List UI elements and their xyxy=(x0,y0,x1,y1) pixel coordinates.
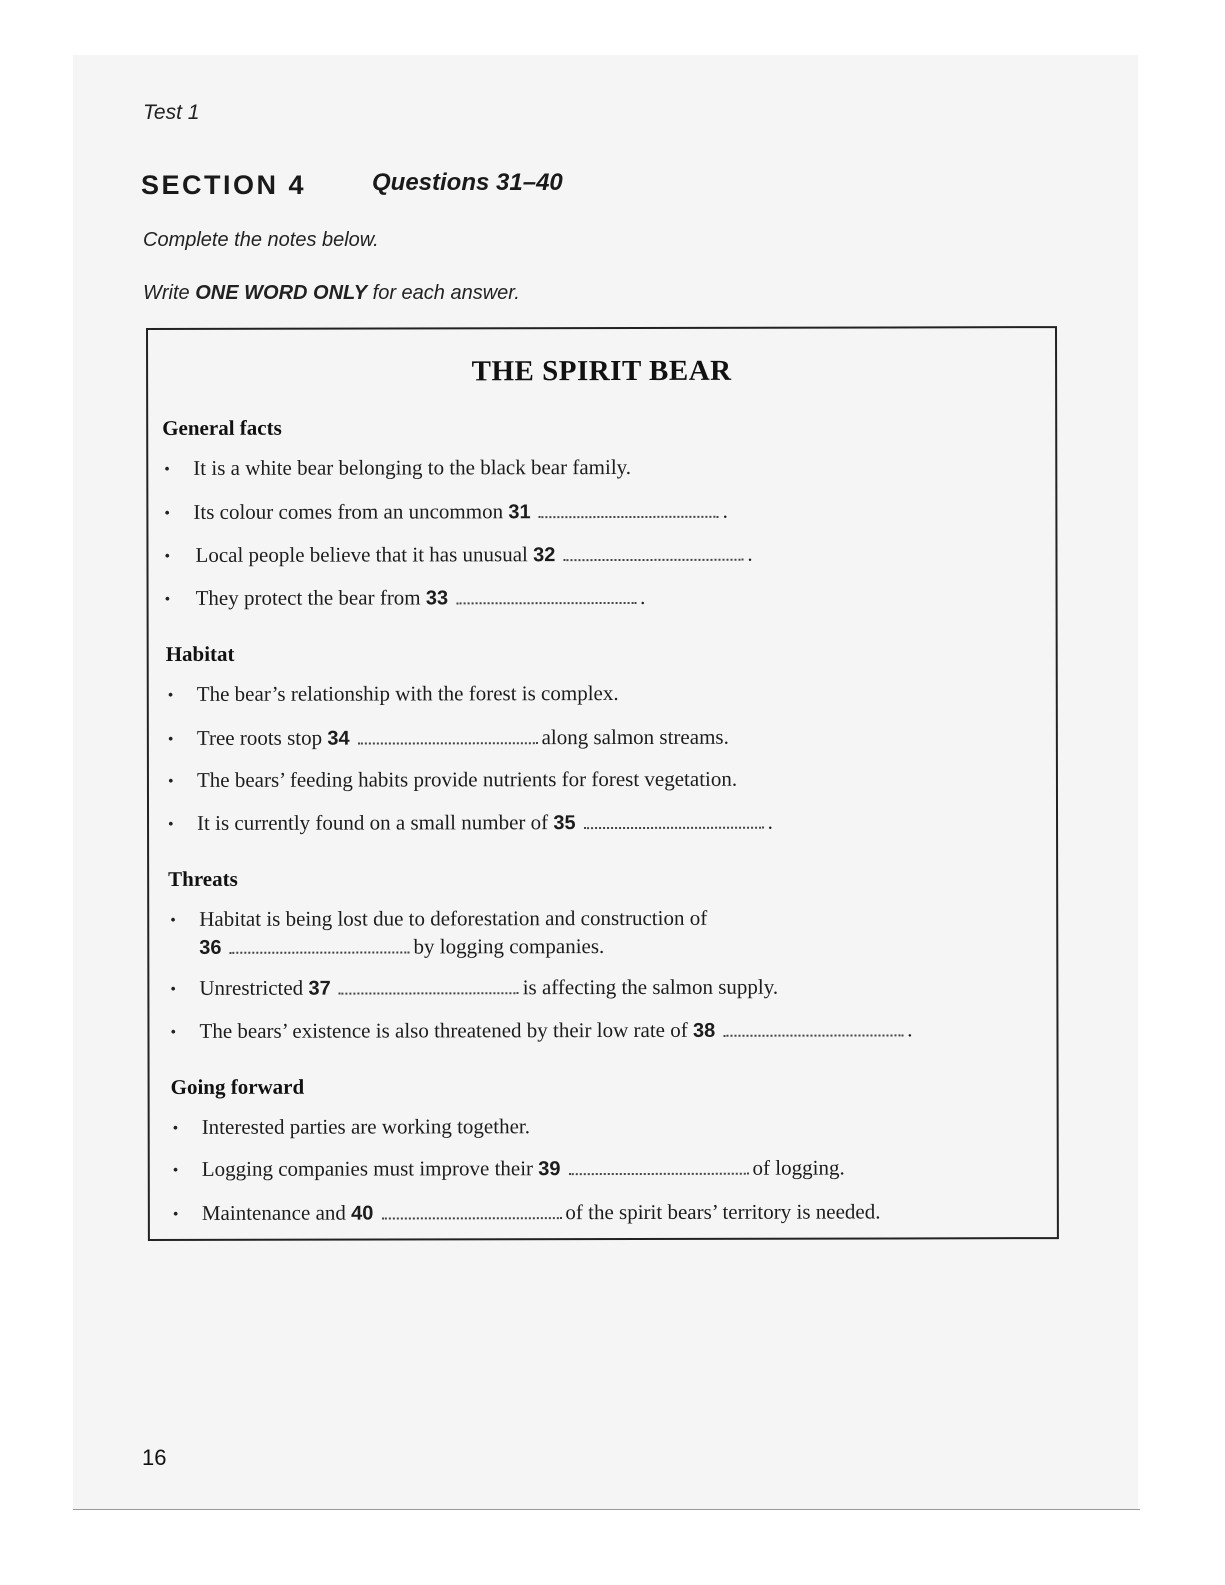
instruction-text: for each answer. xyxy=(372,282,520,304)
note-text: Local people believe that it has unusual xyxy=(195,542,528,567)
question-number: 40 xyxy=(351,1202,374,1225)
instruction-line-1: Complete the notes below. xyxy=(143,229,379,251)
note-text: They protect the bear from xyxy=(195,585,421,610)
answer-blank-34[interactable] xyxy=(358,740,538,744)
bullet-icon: • xyxy=(167,730,174,748)
question-number: 37 xyxy=(308,977,331,1000)
bullet-icon: • xyxy=(170,980,177,998)
notes-title: THE SPIRIT BEAR xyxy=(471,354,732,388)
notes-box xyxy=(146,326,1059,1241)
answer-blank-36[interactable] xyxy=(230,949,410,953)
bullet-icon: • xyxy=(170,1023,177,1041)
page-number: 16 xyxy=(142,1445,167,1470)
question-number: 32 xyxy=(533,544,556,567)
instruction-line-2 xyxy=(143,282,520,305)
question-number: 38 xyxy=(692,1019,716,1042)
answer-blank-32[interactable] xyxy=(563,557,743,561)
question-number: 33 xyxy=(425,587,449,610)
note-text: Maintenance and xyxy=(201,1200,346,1225)
note-text: Logging companies must improve their xyxy=(201,1156,534,1181)
bullet-icon: • xyxy=(167,686,174,704)
note-item: It is a white bear belonging to the black bear family. xyxy=(193,454,632,480)
note-item-33 xyxy=(196,585,646,611)
note-text: The bears’ existence is also threatened by their low rate of xyxy=(199,1017,688,1043)
bullet-icon: • xyxy=(172,1161,179,1179)
answer-blank-37[interactable] xyxy=(339,990,519,994)
note-text: . xyxy=(722,498,728,523)
heading-threats: Threats xyxy=(168,866,238,891)
instruction-text: Write xyxy=(143,282,190,304)
note-text: Unrestricted xyxy=(199,975,304,1000)
bullet-icon: • xyxy=(164,547,171,565)
question-number: 34 xyxy=(327,727,350,750)
note-item-37 xyxy=(199,975,778,1001)
bullet-icon: • xyxy=(164,504,171,522)
note-item: The bear’s relationship with the forest is complex. xyxy=(196,681,619,706)
heading-habitat: Habitat xyxy=(165,641,235,666)
question-number: 36 xyxy=(199,936,222,959)
question-number: 31 xyxy=(508,501,531,524)
note-text: of logging. xyxy=(752,1155,845,1180)
page-bottom-edge xyxy=(73,1509,1140,1510)
note-text: . xyxy=(767,809,773,834)
note-item-31 xyxy=(193,499,727,525)
test-label: Test 1 xyxy=(143,101,200,124)
note-text: . xyxy=(747,541,753,566)
instruction-emphasis: ONE WORD ONLY xyxy=(195,282,368,304)
questions-range: Questions 31–40 xyxy=(372,169,563,196)
answer-blank-38[interactable] xyxy=(723,1032,903,1036)
note-item-35 xyxy=(197,810,773,836)
note-item-36-line1: Habitat is being lost due to deforestation and construction of xyxy=(199,905,708,931)
answer-blank-39[interactable] xyxy=(569,1171,749,1175)
answer-blank-33[interactable] xyxy=(456,600,636,604)
note-item-36 xyxy=(199,934,604,960)
note-item: The bears’ feeding habits provide nutrients for forest vegetation. xyxy=(196,766,738,792)
note-item-40 xyxy=(202,1199,881,1225)
note-item: Interested parties are working together. xyxy=(201,1114,530,1139)
note-text: . xyxy=(907,1017,913,1042)
note-text: . xyxy=(640,584,646,609)
answer-blank-40[interactable] xyxy=(381,1215,561,1219)
question-number: 35 xyxy=(553,812,576,835)
bullet-icon: • xyxy=(167,772,174,790)
question-number: 39 xyxy=(538,1158,561,1181)
answer-blank-35[interactable] xyxy=(584,825,764,829)
note-item-34 xyxy=(197,725,729,751)
bullet-icon: • xyxy=(170,911,176,929)
note-item-38 xyxy=(199,1017,912,1043)
note-item-39 xyxy=(202,1156,845,1182)
bullet-icon: • xyxy=(172,1205,179,1223)
answer-blank-31[interactable] xyxy=(539,514,719,518)
note-item-32 xyxy=(195,542,752,568)
bullet-icon: • xyxy=(168,815,174,833)
heading-general-facts: General facts xyxy=(162,415,282,440)
note-text: along salmon streams. xyxy=(541,724,729,750)
heading-going-forward: Going forward xyxy=(170,1074,305,1099)
note-text: by logging companies. xyxy=(413,934,605,959)
note-text: Tree roots stop xyxy=(196,725,323,750)
note-text: Its colour comes from an uncommon xyxy=(193,499,504,524)
note-text: of the spirit bears’ territory is needed. xyxy=(565,1199,881,1225)
bullet-icon: • xyxy=(164,590,171,608)
note-text: is affecting the salmon supply. xyxy=(522,974,779,1000)
bullet-icon: • xyxy=(164,460,170,478)
note-text: It is currently found on a small number of xyxy=(197,810,549,835)
bullet-icon: • xyxy=(172,1119,179,1137)
section-label: SECTION 4 xyxy=(141,170,307,200)
